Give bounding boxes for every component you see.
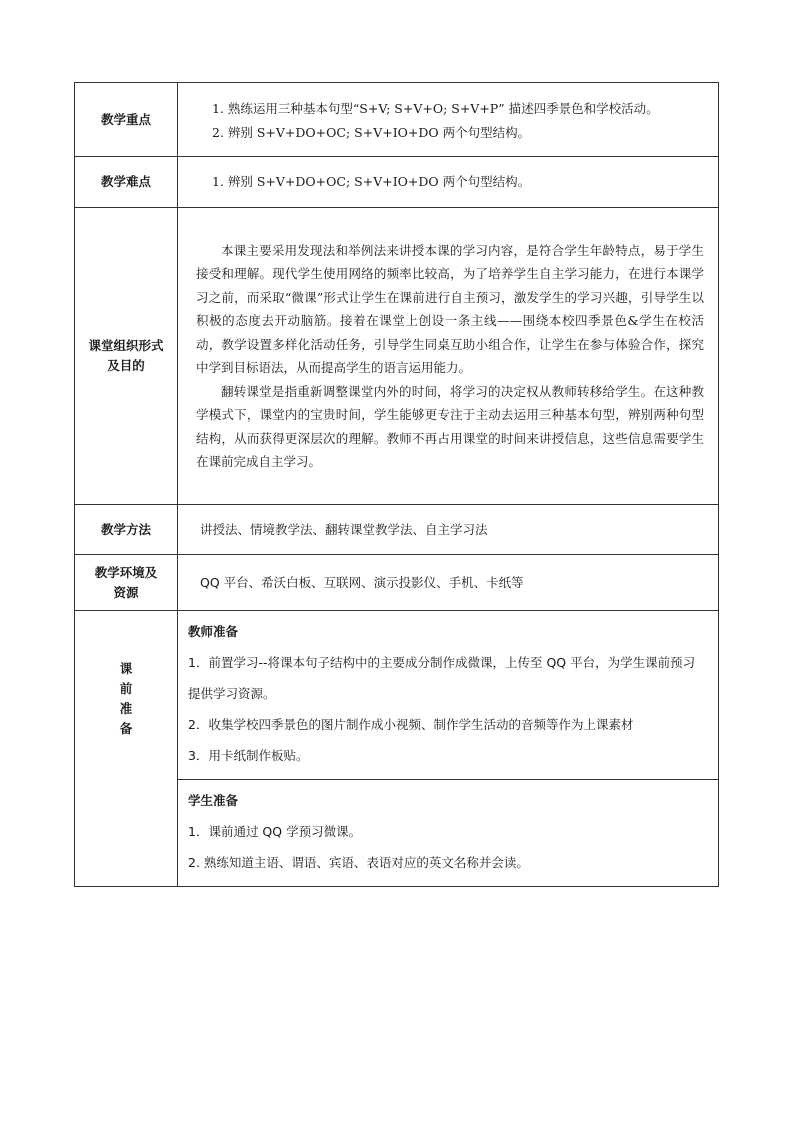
- difficulty-item: 1. 辨别 S+V+DO+OC; S+V+IO+DO 两个句型结构。: [212, 174, 531, 190]
- label-environment-line1: 教学环境及: [94, 564, 158, 580]
- environment-text: QQ 平台、希沃白板、互联网、演示投影仪、手机、卡纸等: [200, 574, 524, 590]
- methods-text: 讲授法、情境教学法、翻转课堂教学法、自主学习法: [200, 521, 488, 537]
- student-prep-item: 2. 熟练知道主语、谓语、宾语、表语对应的英文名称并会读。: [188, 855, 529, 870]
- label-organization: [75, 208, 178, 505]
- content-environment: [178, 555, 719, 611]
- teacher-prep-title: 教师准备: [188, 624, 239, 639]
- organization-paragraph: 翻转课堂是指重新调整课堂内外的时间，将学习的决定权从教师转移给学生。在这种教学模式下，课堂内的宝贵时间，学生能够更专注于主动去运用三种基本句型，辨别两种句型结构，从而获得更深层次的理解。教师不再占用课堂的时间来讲授信息，这些信息需要学生在课前完成自主学习。: [196, 383, 704, 469]
- content-difficulties: [178, 157, 719, 208]
- student-prep-item: 1．课前通过 QQ 学预习微课。: [188, 824, 362, 839]
- key-point-item: 1. 熟练运用三种基本句型“S+V; S+V+O; S+V+P” 描述四季景色和学校活动。: [212, 101, 659, 116]
- content-methods: [178, 505, 719, 555]
- row-methods: [75, 505, 719, 555]
- teacher-prep-item: 2．收集学校四季景色的图片制作成小视频、制作学生活动的音频等作为上课素材: [188, 717, 634, 732]
- label-preparation-char: 前: [119, 680, 133, 696]
- content-key-points: [178, 83, 719, 157]
- student-prep-title: 学生准备: [188, 793, 239, 808]
- label-preparation-char: 准: [119, 700, 133, 716]
- label-environment-line2: 资源: [113, 584, 139, 600]
- content-teacher-prep: [178, 611, 719, 780]
- row-environment: [75, 555, 719, 611]
- key-point-item: 2. 辨别 S+V+DO+OC; S+V+IO+DO 两个句型结构。: [212, 124, 531, 140]
- label-organization-line1: 课堂组织形式: [88, 338, 164, 353]
- row-difficulties: [75, 157, 719, 208]
- content-organization: [178, 208, 719, 505]
- label-organization-line2: 及目的: [107, 358, 145, 373]
- row-preparation-teacher: [75, 611, 719, 780]
- lesson-plan-table: [74, 82, 719, 887]
- label-difficulties: 教学难点: [75, 157, 178, 208]
- teacher-prep-item: 3．用卡纸制作板贴。: [188, 748, 309, 763]
- label-environment: [75, 555, 178, 611]
- label-preparation-char: 课: [119, 660, 133, 676]
- label-preparation: [75, 611, 178, 887]
- label-key-points: 教学重点: [75, 83, 178, 157]
- label-methods: 教学方法: [75, 505, 178, 555]
- organization-paragraph: 本课主要采用发现法和举例法来讲授本课的学习内容，是符合学生年龄特点，易于学生接受和理解。现代学生使用网络的频率比较高，为了培养学生自主学习能力，在进行本课学习之前，而采取“微课”形式让学生在课前进行自主预习，激发学生的学习兴趣，引导学生以积极的态度去开动脑筋。接着在课堂上创设一条主线——围绕本校四季景色&学生在校活动，教学设置多样化活动任务，引导学生同桌互助小组合作，让学生在参与体验合作，探究中学到目标语法，从而提高学生的语言运用能力。: [196, 242, 704, 375]
- row-key-points: [75, 83, 719, 157]
- label-preparation-char: 备: [119, 720, 133, 736]
- teacher-prep-item: 1．前置学习--将课本句子结构中的主要成分制作成微课，上传至 QQ 平台，为学生课前预习提供学习资源。: [188, 655, 696, 701]
- row-organization: [75, 208, 719, 505]
- content-student-prep: [178, 780, 719, 887]
